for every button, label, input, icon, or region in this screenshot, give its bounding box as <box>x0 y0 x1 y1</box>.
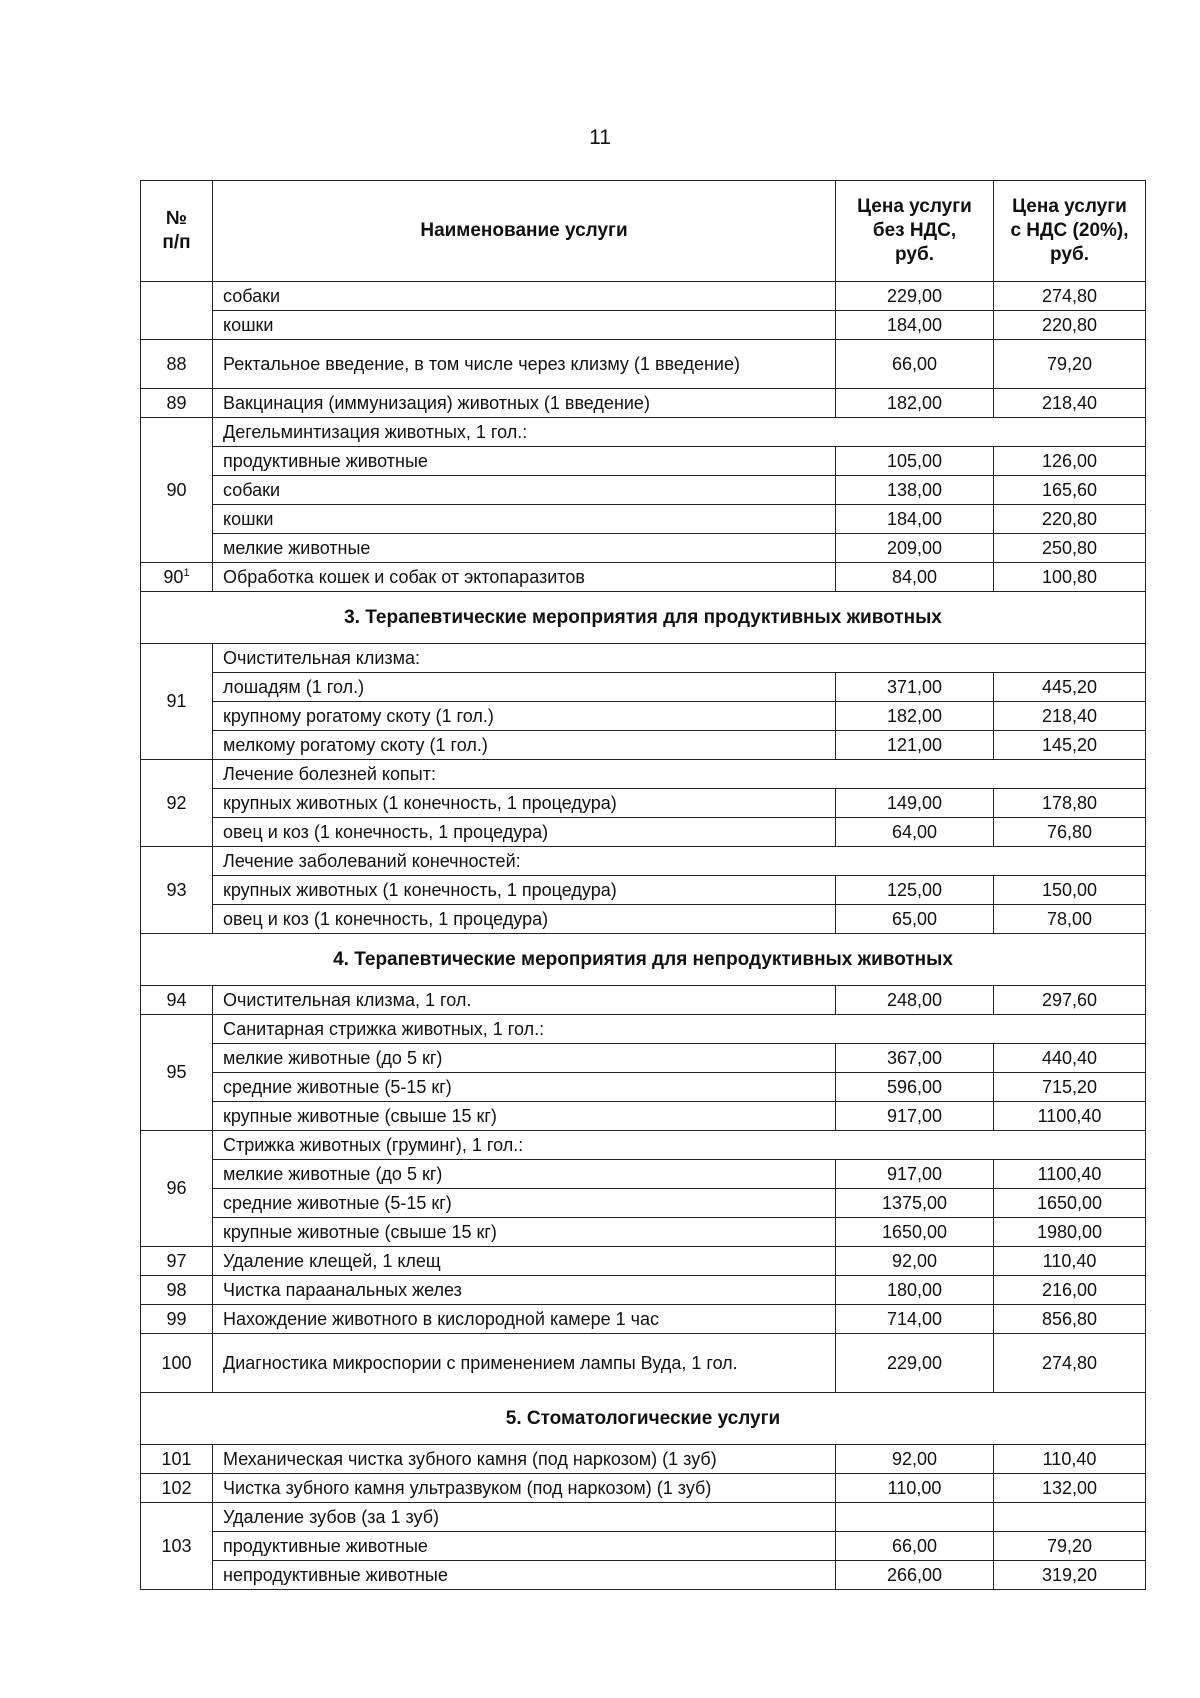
row-number: 101 <box>141 1445 213 1474</box>
price-with-vat: 218,40 <box>994 389 1146 418</box>
row-number: 88 <box>141 340 213 389</box>
price-with-vat: 274,80 <box>994 282 1146 311</box>
table-row <box>141 340 1146 389</box>
price-with-vat: 1650,00 <box>994 1189 1146 1218</box>
service-name: мелкие животные (до 5 кг) <box>213 1044 836 1073</box>
service-name: мелкому рогатому скоту (1 гол.) <box>213 731 836 760</box>
price-with-vat: 440,40 <box>994 1044 1146 1073</box>
price-with-vat: 250,80 <box>994 534 1146 563</box>
price-with-vat: 178,80 <box>994 789 1146 818</box>
service-name: Нахождение животного в кислородной камере 1 час <box>213 1305 836 1334</box>
price-with-vat: 856,80 <box>994 1305 1146 1334</box>
service-name: Удаление клещей, 1 клещ <box>213 1247 836 1276</box>
table-row <box>141 1305 1146 1334</box>
service-name: овец и коз (1 конечность, 1 процедура) <box>213 818 836 847</box>
price-no-vat: 121,00 <box>836 731 994 760</box>
price-no-vat: 110,00 <box>836 1474 994 1503</box>
price-with-vat: 79,20 <box>994 1532 1146 1561</box>
price-no-vat: 182,00 <box>836 389 994 418</box>
price-no-vat: 209,00 <box>836 534 994 563</box>
table-row <box>141 644 1146 673</box>
price-no-vat: 92,00 <box>836 1445 994 1474</box>
row-number: 92 <box>141 760 213 847</box>
page-number: 11 <box>589 126 611 149</box>
price-with-vat: 165,60 <box>994 476 1146 505</box>
row-number: 89 <box>141 389 213 418</box>
service-group-title: Лечение заболеваний конечностей: <box>213 847 1146 876</box>
price-no-vat: 180,00 <box>836 1276 994 1305</box>
row-number: 96 <box>141 1131 213 1247</box>
price-with-vat: 78,00 <box>994 905 1146 934</box>
price-with-vat: 297,60 <box>994 986 1146 1015</box>
price-with-vat: 445,20 <box>994 673 1146 702</box>
table-row <box>141 534 1146 563</box>
price-with-vat: 110,40 <box>994 1445 1146 1474</box>
price-with-vat: 126,00 <box>994 447 1146 476</box>
price-no-vat: 367,00 <box>836 1044 994 1073</box>
table-row <box>141 731 1146 760</box>
table-row <box>141 1503 1146 1532</box>
price-no-vat: 84,00 <box>836 563 994 592</box>
service-group-title: Дегельминтизация животных, 1 гол.: <box>213 418 1146 447</box>
price-no-vat: 1375,00 <box>836 1189 994 1218</box>
table-row <box>141 702 1146 731</box>
price-with-vat: 100,80 <box>994 563 1146 592</box>
section-title: 3. Терапевтические мероприятия для продуктивных животных <box>141 592 1146 644</box>
price-with-vat: 150,00 <box>994 876 1146 905</box>
row-number <box>141 282 213 340</box>
price-no-vat: 1650,00 <box>836 1218 994 1247</box>
row-number: 102 <box>141 1474 213 1503</box>
table-row <box>141 789 1146 818</box>
table-row <box>141 905 1146 934</box>
section-row <box>141 934 1146 986</box>
price-no-vat: 184,00 <box>836 505 994 534</box>
row-number: 91 <box>141 644 213 760</box>
table-row <box>141 1247 1146 1276</box>
price-no-vat: 184,00 <box>836 311 994 340</box>
table-row <box>141 418 1146 447</box>
service-group-title: Санитарная стрижка животных, 1 гол.: <box>213 1015 1146 1044</box>
price-with-vat: 1980,00 <box>994 1218 1146 1247</box>
price-no-vat: 65,00 <box>836 905 994 934</box>
price-no-vat: 596,00 <box>836 1073 994 1102</box>
price-no-vat: 92,00 <box>836 1247 994 1276</box>
table-row <box>141 476 1146 505</box>
table-row <box>141 760 1146 789</box>
table-row <box>141 847 1146 876</box>
section-title: 5. Стоматологические услуги <box>141 1393 1146 1445</box>
service-name: Ректальное введение, в том числе через клизму (1 введение) <box>213 340 836 389</box>
service-name: крупному рогатому скоту (1 гол.) <box>213 702 836 731</box>
table-row <box>141 1474 1146 1503</box>
service-group-title: Удаление зубов (за 1 зуб) <box>213 1503 836 1532</box>
price-no-vat: 66,00 <box>836 1532 994 1561</box>
service-name: мелкие животные (до 5 кг) <box>213 1160 836 1189</box>
table-row <box>141 389 1146 418</box>
price-with-vat: 110,40 <box>994 1247 1146 1276</box>
service-group-title: Очистительная клизма: <box>213 644 1146 673</box>
price-no-vat: 917,00 <box>836 1160 994 1189</box>
price-with-vat: 319,20 <box>994 1561 1146 1590</box>
service-name: непродуктивные животные <box>213 1561 836 1590</box>
row-number: 94 <box>141 986 213 1015</box>
service-name: крупные животные (свыше 15 кг) <box>213 1102 836 1131</box>
price-no-vat: 917,00 <box>836 1102 994 1131</box>
table-row <box>141 876 1146 905</box>
row-number: 99 <box>141 1305 213 1334</box>
price-no-vat: 266,00 <box>836 1561 994 1590</box>
price-with-vat: 218,40 <box>994 702 1146 731</box>
table-row <box>141 1160 1146 1189</box>
price-with-vat: 132,00 <box>994 1474 1146 1503</box>
service-name: крупные животные (свыше 15 кг) <box>213 1218 836 1247</box>
service-name: Чистка зубного камня ультразвуком (под наркозом) (1 зуб) <box>213 1474 836 1503</box>
price-with-vat: 145,20 <box>994 731 1146 760</box>
price-no-vat: 149,00 <box>836 789 994 818</box>
price-with-vat: 274,80 <box>994 1334 1146 1393</box>
service-name: Механическая чистка зубного камня (под наркозом) (1 зуб) <box>213 1445 836 1474</box>
table-row <box>141 563 1146 592</box>
section-row <box>141 592 1146 644</box>
price-no-vat: 229,00 <box>836 282 994 311</box>
table-row <box>141 1276 1146 1305</box>
price-with-vat: 715,20 <box>994 1073 1146 1102</box>
price-no-vat: 105,00 <box>836 447 994 476</box>
table-row <box>141 1073 1146 1102</box>
price-with-vat <box>994 1503 1146 1532</box>
service-name: мелкие животные <box>213 534 836 563</box>
row-number: $90^1$ <box>141 563 213 592</box>
service-name: собаки <box>213 282 836 311</box>
table-row <box>141 1102 1146 1131</box>
price-no-vat: 125,00 <box>836 876 994 905</box>
section-row <box>141 1393 1146 1445</box>
price-no-vat: 248,00 <box>836 986 994 1015</box>
row-number: 98 <box>141 1276 213 1305</box>
section-title: 4. Терапевтические мероприятия для непродуктивных животных <box>141 934 1146 986</box>
table-row <box>141 1532 1146 1561</box>
price-no-vat: 371,00 <box>836 673 994 702</box>
price-table <box>140 180 1146 1590</box>
table-row <box>141 673 1146 702</box>
table-row <box>141 818 1146 847</box>
service-group-title: Стрижка животных (груминг), 1 гол.: <box>213 1131 1146 1160</box>
row-number: 97 <box>141 1247 213 1276</box>
table-row <box>141 447 1146 476</box>
service-name: средние животные (5-15 кг) <box>213 1189 836 1218</box>
price-no-vat: 66,00 <box>836 340 994 389</box>
service-name: овец и коз (1 конечность, 1 процедура) <box>213 905 836 934</box>
header-num: № п/п <box>141 181 213 282</box>
price-no-vat <box>836 1503 994 1532</box>
price-with-vat: 76,80 <box>994 818 1146 847</box>
price-no-vat: 229,00 <box>836 1334 994 1393</box>
service-name: средние животные (5-15 кг) <box>213 1073 836 1102</box>
price-no-vat: 138,00 <box>836 476 994 505</box>
header-price-vat: Цена услуги с НДС (20%), руб. <box>994 181 1146 282</box>
table-header-row <box>141 181 1146 282</box>
table-row <box>141 1189 1146 1218</box>
row-number: 100 <box>141 1334 213 1393</box>
service-name: крупных животных (1 конечность, 1 процедура) <box>213 876 836 905</box>
table-row <box>141 505 1146 534</box>
service-name: кошки <box>213 505 836 534</box>
table-row <box>141 311 1146 340</box>
service-name: крупных животных (1 конечность, 1 процедура) <box>213 789 836 818</box>
price-with-vat: 1100,40 <box>994 1160 1146 1189</box>
header-name: Наименование услуги <box>213 181 836 282</box>
row-number: 93 <box>141 847 213 934</box>
service-name: Чистка параанальных желез <box>213 1276 836 1305</box>
table-row <box>141 1044 1146 1073</box>
price-with-vat: 220,80 <box>994 505 1146 534</box>
price-no-vat: 182,00 <box>836 702 994 731</box>
table-row <box>141 986 1146 1015</box>
table-row <box>141 1131 1146 1160</box>
table-row <box>141 1561 1146 1590</box>
service-group-title: Лечение болезней копыт: <box>213 760 1146 789</box>
service-name: Диагностика микроспории с применением лампы Вуда, 1 гол. <box>213 1334 836 1393</box>
table-row <box>141 1445 1146 1474</box>
row-number: 95 <box>141 1015 213 1131</box>
table-row <box>141 1218 1146 1247</box>
table-row <box>141 1015 1146 1044</box>
service-name: Очистительная клизма, 1 гол. <box>213 986 836 1015</box>
header-price-no-vat: Цена услуги без НДС, руб. <box>836 181 994 282</box>
price-no-vat: 714,00 <box>836 1305 994 1334</box>
service-name: кошки <box>213 311 836 340</box>
price-with-vat: 1100,40 <box>994 1102 1146 1131</box>
price-with-vat: 79,20 <box>994 340 1146 389</box>
price-with-vat: 216,00 <box>994 1276 1146 1305</box>
price-with-vat: 220,80 <box>994 311 1146 340</box>
row-number: 103 <box>141 1503 213 1590</box>
service-name: Вакцинация (иммунизация) животных (1 введение) <box>213 389 836 418</box>
row-number: 90 <box>141 418 213 563</box>
service-name: продуктивные животные <box>213 447 836 476</box>
service-name: Обработка кошек и собак от эктопаразитов <box>213 563 836 592</box>
service-name: продуктивные животные <box>213 1532 836 1561</box>
price-no-vat: 64,00 <box>836 818 994 847</box>
table-row <box>141 282 1146 311</box>
service-name: лошадям (1 гол.) <box>213 673 836 702</box>
table-row <box>141 1334 1146 1393</box>
service-name: собаки <box>213 476 836 505</box>
